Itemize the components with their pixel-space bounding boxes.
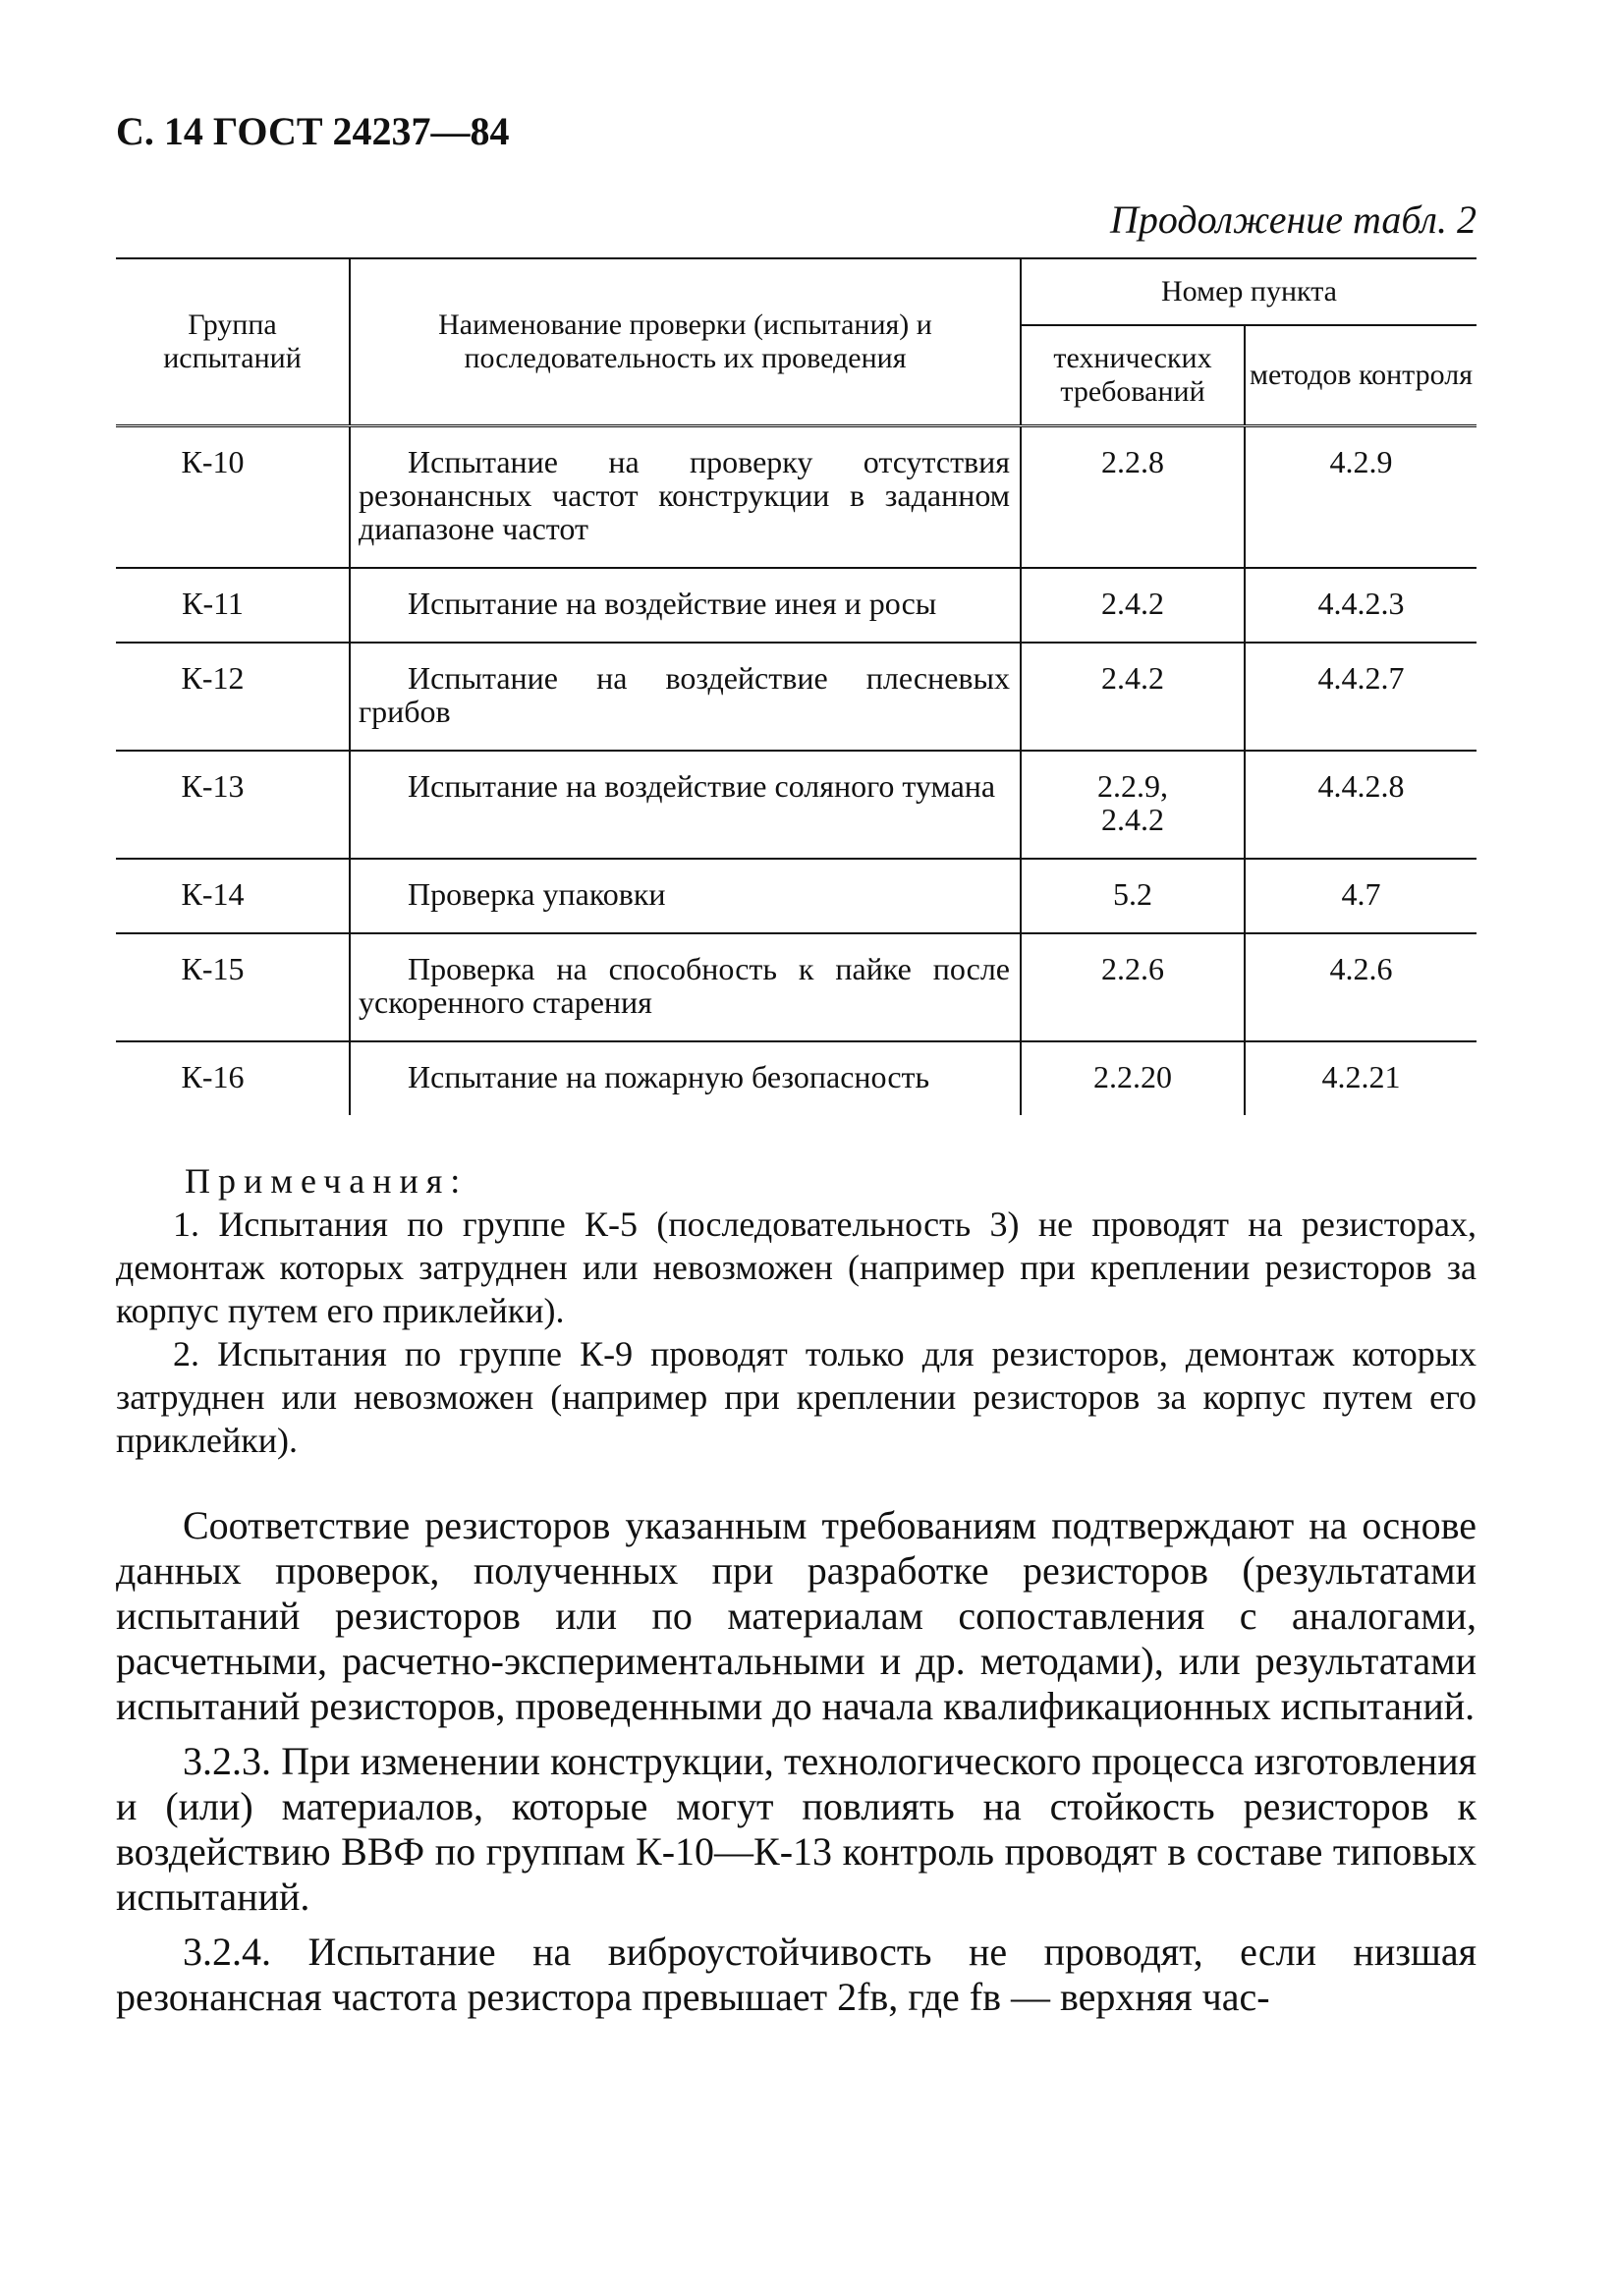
- col-header-name: Наименование проверки (испытания) и последовательность их проведения: [350, 258, 1021, 426]
- table-row: [116, 1041, 1477, 1115]
- note-item: 2. Испытания по группе К-9 проводят только для резисторов, демонтаж которых затруднен или невозможен (например при креплении резисторов за корпус путем его приклейки).: [116, 1334, 1477, 1460]
- body-paragraph: 3.2.3. При изменении конструкции, технологического процесса изготовления и (или) материалов, которые могут повлиять на стойкость резисторов к воздействию ВВФ по группам К-10—К-13 контроль проводят в составе типовых испытаний.: [116, 1739, 1477, 1919]
- cell-methods: 4.4.2.3: [1245, 568, 1477, 643]
- cell-name: Проверка упаковки: [350, 859, 1021, 933]
- cell-tech: 2.2.8: [1021, 426, 1245, 569]
- col-header-group: Группа испытаний: [116, 258, 350, 426]
- cell-methods: 4.4.2.8: [1245, 751, 1477, 859]
- cell-tech: 2.2.9, 2.4.2: [1021, 751, 1245, 859]
- cell-name: Испытание на пожарную безопасность: [350, 1041, 1021, 1115]
- table-row: [116, 751, 1477, 859]
- table-continuation-label: Продолжение табл. 2: [1109, 197, 1477, 242]
- requirements-table-container: [116, 257, 1477, 1115]
- cell-methods: 4.4.2.7: [1245, 643, 1477, 751]
- notes-title: Примечания:: [185, 1161, 469, 1201]
- cell-group: К-10: [116, 426, 350, 569]
- cell-name: Проверка на способность к пайке после ускоренного старения: [350, 933, 1021, 1041]
- col-header-number: Номер пункта: [1021, 258, 1477, 325]
- table-header: [116, 258, 1477, 426]
- cell-tech: 5.2: [1021, 859, 1245, 933]
- body-paragraph: Соответствие резисторов указанным требованиям подтверждают на основе данных проверок, полученных при разработке резисторов (результатами испытаний резисторов или по материалам сопоставления с аналогами, расчетными, расчетно-экспериментальными и др. методами), или результатами испытаний резисторов, проведенными до начала квалификационных испытаний.: [116, 1503, 1477, 1728]
- col-header-tech: технических требований: [1021, 325, 1245, 426]
- cell-methods: 4.2.9: [1245, 426, 1477, 569]
- cell-name: Испытание на воздействие соляного тумана: [350, 751, 1021, 859]
- table-row: [116, 643, 1477, 751]
- cell-methods: 4.2.21: [1245, 1041, 1477, 1115]
- table-row: [116, 933, 1477, 1041]
- table-row: [116, 568, 1477, 643]
- cell-group: К-14: [116, 859, 350, 933]
- cell-methods: 4.2.6: [1245, 933, 1477, 1041]
- note-item: 1. Испытания по группе К-5 (последовательность 3) не проводят на резисторах, демонтаж которых затруднен или невозможен (например при креплении резисторов за корпус путем его приклейки).: [116, 1204, 1477, 1330]
- cell-methods: 4.7: [1245, 859, 1477, 933]
- cell-tech: 2.2.20: [1021, 1041, 1245, 1115]
- page-header: С. 14 ГОСТ 24237—84: [116, 109, 510, 153]
- notes-section: [116, 1159, 1477, 1462]
- col-header-methods: методов контроля: [1245, 325, 1477, 426]
- body-paragraph: 3.2.4. Испытание на виброустойчивость не проводят, если низшая резонансная частота резистора превышает 2fв, где fв — верхняя час-: [116, 1930, 1477, 2019]
- cell-name: Испытание на воздействие плесневых грибов: [350, 643, 1021, 751]
- cell-group: К-11: [116, 568, 350, 643]
- cell-group: К-16: [181, 1059, 245, 1094]
- body-text-section: [116, 1503, 1477, 2020]
- cell-tech: 2.4.2: [1021, 568, 1245, 643]
- cell-group: К-15: [116, 933, 350, 1041]
- cell-name: Испытание на проверку отсутствия резонансных частот конструкции в заданном диапазоне частот: [350, 426, 1021, 569]
- cell-group: К-13: [116, 751, 350, 859]
- requirements-table: [116, 257, 1477, 1115]
- table-row: [116, 859, 1477, 933]
- cell-name: Испытание на воздействие инея и росы: [350, 568, 1021, 643]
- table-row: [116, 426, 1477, 569]
- cell-group: К-12: [116, 643, 350, 751]
- cell-tech: 2.4.2: [1021, 643, 1245, 751]
- cell-tech: 2.2.6: [1021, 933, 1245, 1041]
